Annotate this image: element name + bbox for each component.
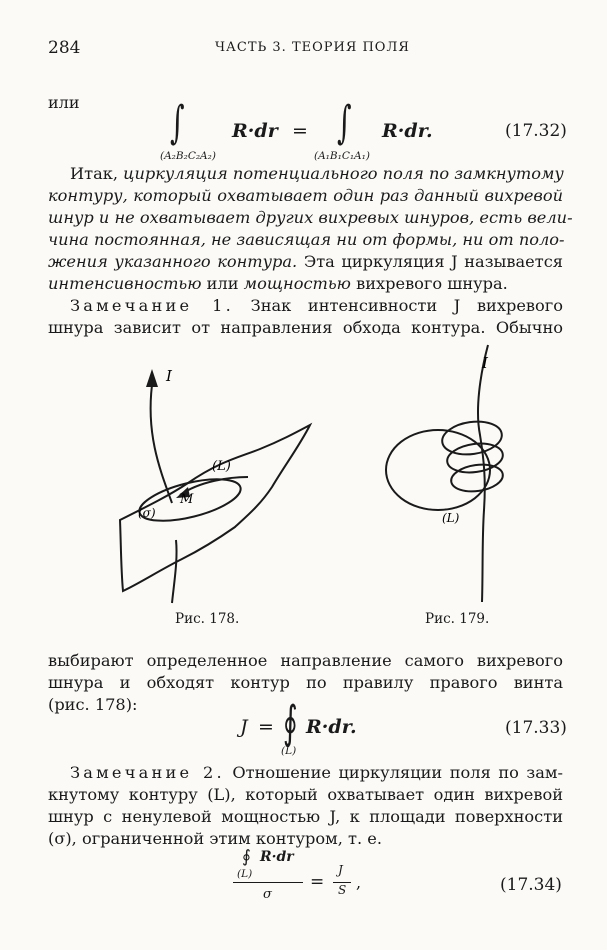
equation-17-32 [0,88,607,163]
eq3-fraction-bar [233,882,303,883]
eq1-left-subscript: (A₂B₂C₂A₂) [160,150,216,162]
eq3-denominator: σ [263,887,272,902]
para1-line-4: чина постоянная, не зависящая ни от формы, ни от поло- [48,230,565,249]
para1-line-3: шнур и не охватывает других вихревых шнуров, есть вели- [48,208,573,227]
fig179-label-L: (L) [442,511,460,525]
fig178-label-I: I [166,367,172,385]
vortex-line-lower [172,540,177,603]
arrow-head-up-icon [146,369,158,387]
eq1-right-subscript: (A₁B₁C₁A₁) [314,150,370,162]
para2-line-2: шнура и обходят контур по правилу правого винта [48,673,563,692]
remark2-title: Замечание 2. [70,763,225,782]
coil-loop-2 [445,440,504,476]
remark2-line-4: (σ), ограниченной этим контуром, т. е. [48,829,382,848]
figure-178-caption: Рис. 178. [175,611,240,627]
eq1-number: (17.32) [505,121,567,141]
para1-line-2: контуру, который охватывает один раз данный вихревой [48,186,563,205]
page-number: 284 [48,38,81,58]
eq2-lhs: J [240,716,248,738]
eq3-numerator: R·dr [260,849,294,865]
eq3-equals: = [310,872,325,892]
integral-sign: ∫ [170,96,185,149]
integral-sign: ∫ [337,96,352,149]
eq2-subscript: (L) [281,745,297,757]
fig178-label-M: M [180,492,194,507]
fig178-label-L: (L) [212,459,231,474]
vortex-line-upper [151,385,172,503]
remark1-line-2: шнура зависит от направления обхода контура. Обычно [48,318,563,337]
eq3-frac-numerator: J [338,863,343,877]
figure-178 [90,345,320,605]
para2-line-1: выбирают определенное направление самого вихревого [48,651,563,670]
coil-loop-1 [440,418,504,458]
coil-loop-3 [449,462,504,495]
eq3-numerator-subscript: (L) [237,868,253,880]
eq2-number: (17.33) [505,718,567,738]
eq1-integrand-right: R·dr. [382,120,433,142]
eq3-comma: , [356,873,362,892]
eq-lead-word: или [48,93,80,112]
remark2-line-1: Замечание 2. Отношение циркуляции поля по зам- [70,763,563,782]
para2-line-3: (рис. 178): [48,695,138,714]
contour-integral-sign: ∮ [283,696,298,749]
eq1-equals: = [292,120,308,142]
eq1-integrand-left: R·dr [232,120,278,142]
eq2-equals: = [258,716,274,738]
remark2-line-2: кнутому контуру (L), который охватывает один вихревой [48,785,563,804]
para1-line-1: Итак, циркуляция потенциального поля по замкнутому [70,164,564,183]
eq2-integrand: R·dr. [306,716,357,738]
remark1-line-1: Замечание 1. Знак интенсивности J вихревого [70,296,563,315]
eq3-number: (17.34) [500,875,562,895]
fig178-label-sigma: (σ) [138,506,156,520]
figure-179-caption: Рис. 179. [425,611,490,627]
vortex-line [478,345,488,602]
para1-line-6: интенсивностью или мощностью вихревого шнура. [48,274,508,293]
remark2-line-3: шнур с ненулевой мощностью J, к площади поверхности [48,807,563,826]
figure-179 [370,340,560,605]
remark1-title: Замечание 1. [70,296,234,315]
contour-integral-sign-small: ∮ [242,847,251,867]
para1-line-5: жения указанного контура. Эта циркуляция J называется [48,252,563,271]
fig179-label-I: I [482,354,488,372]
equation-17-34 [0,845,607,925]
running-head: ЧАСТЬ 3. ТЕОРИЯ ПОЛЯ [215,40,410,55]
page-header [0,38,607,62]
coil-outer [386,430,490,510]
eq3-frac-denominator: S [338,883,347,897]
